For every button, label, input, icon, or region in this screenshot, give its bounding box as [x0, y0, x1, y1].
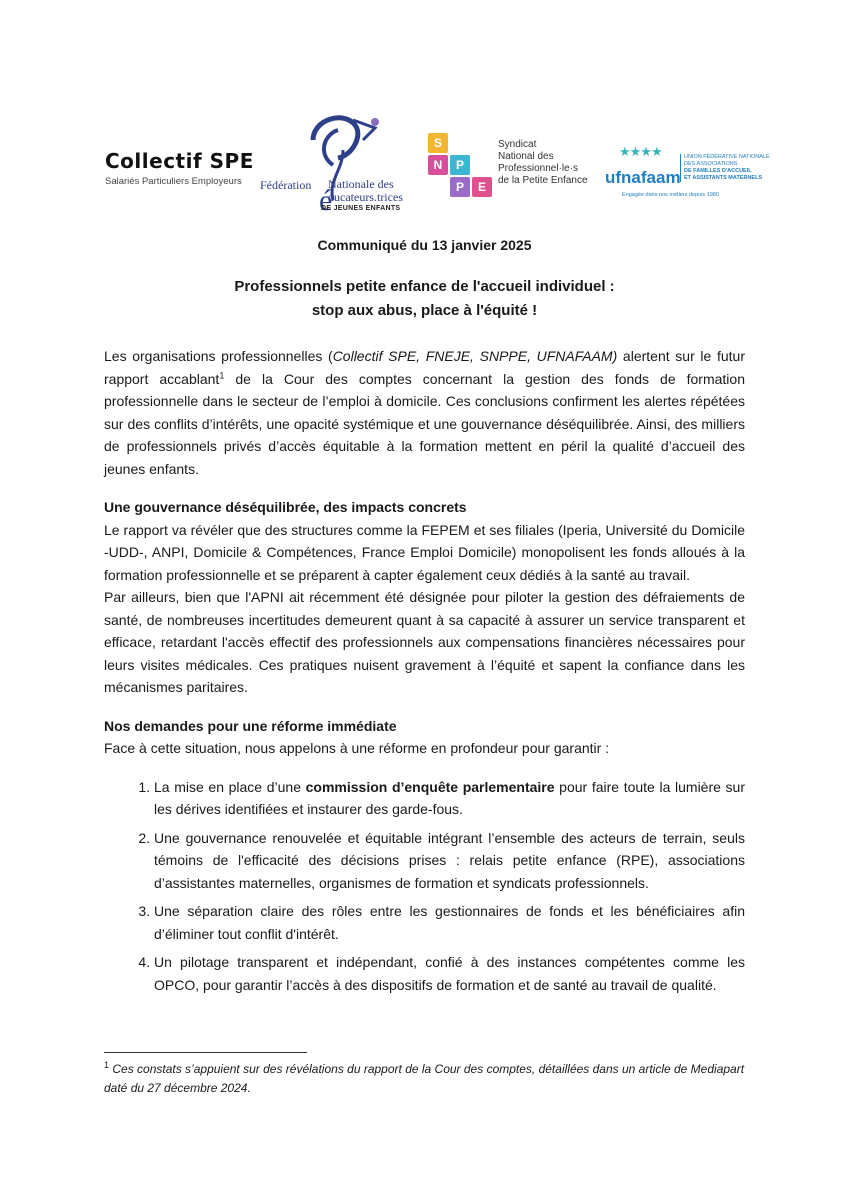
footnote-divider — [104, 1052, 307, 1053]
snppe-line3: Professionnel·le·s — [498, 163, 579, 174]
snppe-text — [498, 139, 588, 187]
section1-paragraph1: Le rapport va révéler que des structures comme la FEPEM et ses filiales (Iperia, Université du Domicile -UDD-, ANPI, Domicile & Compétences, France Emploi Domicile) monopolisent les fonds alloués à la formation professionnelle et se préparent à capter également ceux dédiés à la santé au travail. — [104, 521, 745, 583]
list-item: 2. Une gouvernance renouvelée et équitable intégrant l’ensemble des acteurs de terrain, seuls témoins de l'efficacité des décisions prises : relais petite enfance (RPE), associations d’assistantes maternelles, organismes de formation et syndicats professionnels. — [154, 827, 745, 895]
intro-paragraph — [104, 345, 745, 480]
ufnafaam-side4: ET ASSISTANTS MATERNELS — [684, 175, 763, 181]
ufnafaam-side3: DE FAMILLES D'ACCUEIL — [684, 168, 752, 174]
ufnafaam-side1: UNION FÉDÉRATIVE NATIONALE — [684, 154, 770, 160]
section1-heading: Une gouvernance déséquilibrée, des impacts concrets — [104, 499, 467, 515]
snppe-line4: de la Petite Enfance — [498, 175, 588, 186]
list-item: 4. Un pilotage transparent et indépendant, confié à des instances compétentes comme les OPCO, pour garantir l’accès à des dispositifs de formation et de santé au travail de qualité. — [154, 951, 745, 996]
item1-pre: La mise en place d’une — [154, 778, 306, 795]
footnote-text: Ces constats s’appuient sur des révélations du rapport de la Cour des comptes, détaillées dans un article de Mediapart daté du 27 décembre 2024. — [104, 1062, 745, 1095]
collectif-spe-logo — [105, 150, 255, 187]
collectif-spe-subtitle: Salariés Particuliers Employeurs — [105, 176, 242, 187]
star-icon: ★★★★ — [619, 144, 662, 159]
snppe-line2: National des — [498, 151, 554, 162]
list-item — [154, 776, 745, 821]
intro-part2: alertent sur le futur rapport accablant — [104, 348, 745, 387]
intro-orgs: Collectif SPE, FNEJE, SNPPE, UFNAFAAM) — [332, 348, 618, 364]
snppe-logo — [428, 133, 588, 198]
footnote — [104, 1060, 745, 1098]
section2-heading: Nos demandes pour une réforme immédiate — [104, 717, 397, 734]
snppe-block-s: S — [428, 133, 448, 153]
fneje-line2b: ducateurs.trices — [328, 190, 403, 204]
snppe-block-n: N — [428, 155, 448, 175]
footnote-ref: 1 — [219, 369, 225, 380]
fneje-logo — [258, 110, 408, 220]
footnote-number: 1 — [104, 1060, 110, 1070]
ufnafaam-tagline: Engagée dans nos métiers depuis 1980 — [622, 192, 719, 198]
item1-post: pour faire toute la lumière sur les dérives identifiées et instaurer des garde-fous. — [154, 778, 746, 817]
fneje-line3: DE JEUNES ENFANTS — [321, 205, 401, 212]
ufnafaam-side2: DES ASSOCIATIONS — [684, 161, 738, 167]
fneje-line2 — [328, 178, 403, 204]
intro-part1: Les organisations professionnelles ( — [104, 348, 333, 364]
snppe-block-p2: P — [450, 177, 470, 197]
title-line1: Professionnels petite enfance de l'accueil individuel : — [234, 278, 615, 295]
fneje-line1: Fédération — [260, 178, 312, 192]
snppe-blocks — [428, 133, 492, 197]
main-content — [104, 345, 745, 1002]
ufnafaam-side-text — [680, 154, 774, 182]
item1-bold: commission d’enquête parlementaire — [305, 778, 555, 795]
demands-list — [104, 776, 745, 997]
ufnafaam-brand: ufnafaam — [605, 168, 681, 187]
ufnafaam-logo — [605, 140, 775, 200]
snppe-block-p1: P — [450, 155, 470, 175]
section1-paragraph2: Par ailleurs, bien que l'APNI ait récemment été désignée pour piloter la gestion des défraiements de santé, de nombreuses incertitudes demeurent quant à sa capacité à assurer un service transparent et efficace, retardant l'accès effectif des professionnels aux compensations financières nécessaires pour leurs visites médicales. Ces pratiques nuisent gravement à l’équité et sapent la confiance dans les mécanismes paritaires. — [104, 589, 745, 695]
svg-text:é: é — [319, 184, 333, 217]
logo-banner — [0, 0, 849, 230]
section2-lead: Face à cette situation, nous appelons à une réforme en profondeur pour garantir : — [104, 740, 610, 756]
page-title — [0, 275, 849, 323]
intro-part3: de la Cour des comptes concernant la gestion des fonds de formation professionnelle dans le secteur de l’emploi à domicile. Ces conclusions confirment les alertes répétées sur des conflits d’intérêts, une opacité systémique et une gouvernance déséquilibrée. Ainsi, des milliers de professionnels privés d’accès équitable à la formation mettent en péril la qualité d’accueil des jeunes enfants. — [104, 370, 745, 477]
snppe-line1: Syndicat — [498, 139, 537, 150]
list-item: 3. Une séparation claire des rôles entre les gestionnaires de fonds et les bénéficiaires afin d’éliminer tout conflit d'intérêt. — [154, 900, 745, 945]
fneje-line2a: Nationale des — [328, 177, 394, 191]
collectif-spe-name: Collectif SPE — [105, 149, 254, 173]
release-date: Communiqué du 13 janvier 2025 — [317, 237, 532, 253]
title-line2: stop aux abus, place à l'équité ! — [311, 302, 538, 319]
snppe-block-e: E — [472, 177, 492, 197]
